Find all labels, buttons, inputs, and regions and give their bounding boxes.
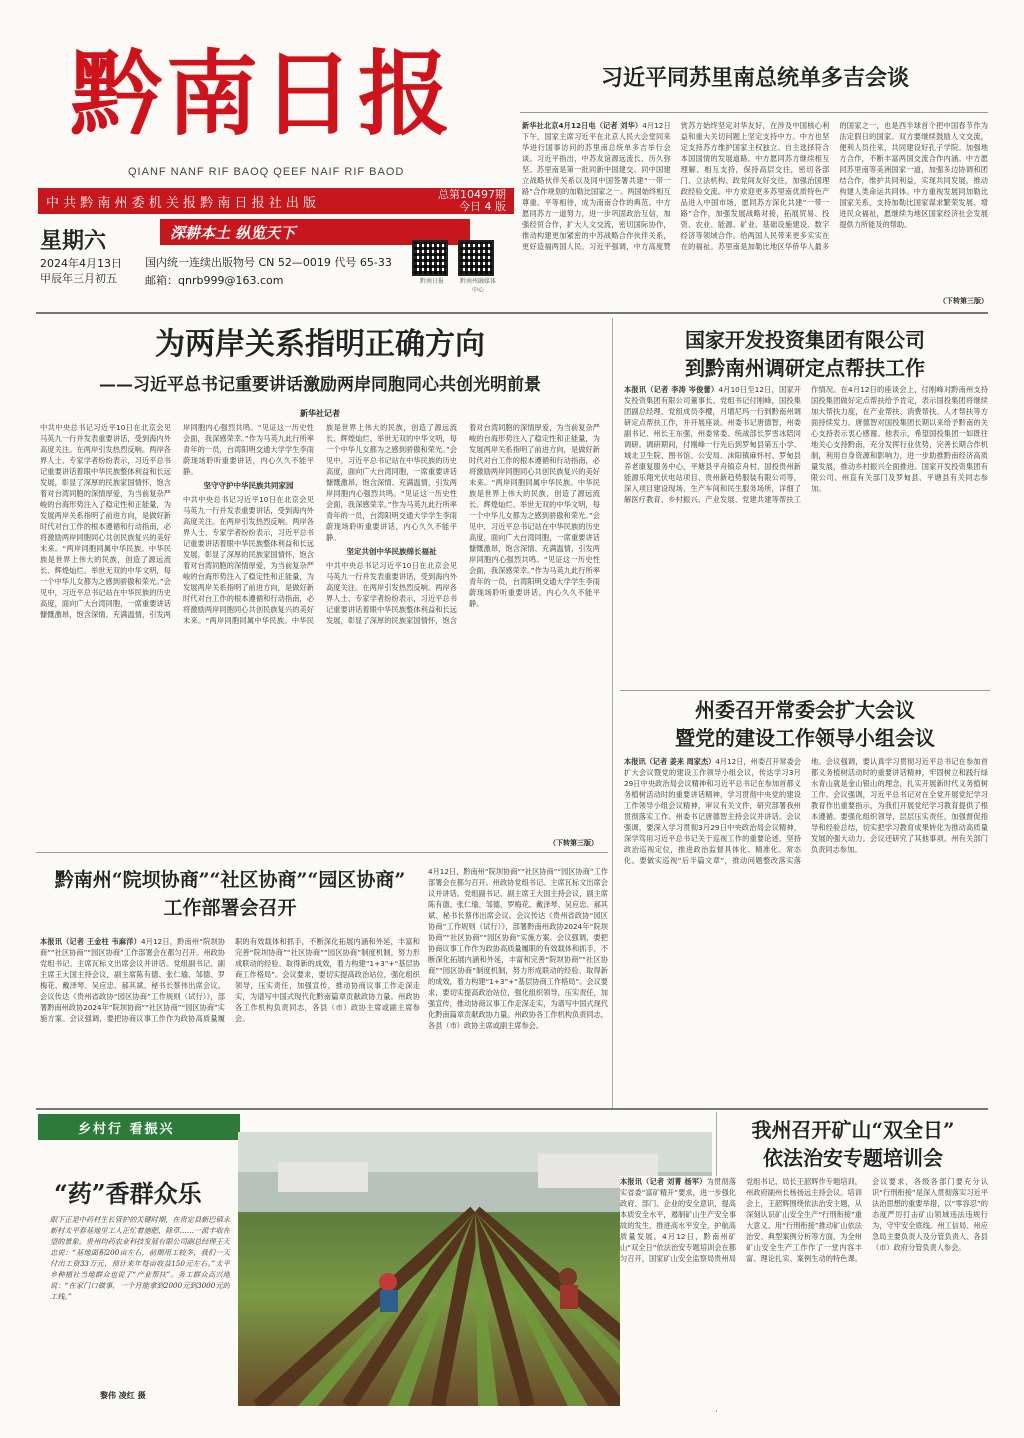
qr-icon bbox=[458, 240, 494, 276]
article-6-title-2: 依法治安专题培训会 bbox=[763, 1146, 943, 1170]
masthead-title: 黔南日报 bbox=[70, 40, 455, 148]
masthead-pinyin: QIANF NANF RIF BAOQ QEEF NAIF RIF BAOD bbox=[128, 166, 405, 178]
article-2-continue: （下转第三版） bbox=[549, 839, 598, 847]
article-2-section-2: 坚定共创中华民族绵长福祉 bbox=[346, 547, 437, 556]
qr-label-2: 黔南州融媒体中心 bbox=[459, 278, 496, 294]
article-4-text-cont: 4月12日，黔南州“院坝协商”“社区协商”“园区协商”工作部署会在都匀召开。州政协党组书记、主席瓦标文出席会议并讲话。党组副书记、副主席王大国主持会议，副主席陈有德、张仁瑜、邹德、罗梅花、戴泽琴、吴应忠、郝其斌、秘书长蔡伟出席会议。会议传达《贵州省政协“园区协商”工作规则（试行）》，部署黔南州政协2024年“院坝协商”“社区协商”“园区协商”实施方案。会议强调，要把协商议事工作作为政协高质量履职的有效载体和抓手，不断深化拓展内涵和外延，丰富和完善“院坝协商”“社区协商”“园区协商”制度机制，努力形成联动的经验、取得新的成效，着力构建“1+3”+“基层协商工作格局”。会议要求，要切实提高政治站位，强化组织领导，压实责任，加强宣传，推动协商议事工作走深走实，为谱写中国式现代化黔南篇章贡献政协力量。州政协各工作机构负责同志，各县（市）政协主席或副主席参会。 bbox=[428, 867, 608, 1030]
article-5-lead: 本报讯（记者 姜来 周家杰） bbox=[624, 757, 716, 766]
feature-credit: 黎伟 凌红 摄 bbox=[100, 1391, 146, 1400]
article-3-title bbox=[620, 326, 990, 382]
gregorian-date: 2024年4月13日 bbox=[40, 257, 122, 270]
article-4-title-2: 工作部署会召开 bbox=[163, 897, 297, 919]
section-divider bbox=[36, 1108, 988, 1110]
article-4-text: 4月12日，黔南州“院坝协商”“社区协商”“园区协商”工作部署会在都匀召开。州政协党组书记、主席瓦标文出席会议并讲话。党组副书记、副主席王大国主持会议，副主席陈有德、张仁瑜、邹德、罗梅花、戴泽琴、吴应忠、郝其斌、秘书长蔡伟出席会议。会议传达《贵州省政协“园区协商”工作规则（试行）》，部署黔南州政协2024年“院坝协商”“社区协商”“园区协商”实施方案。会议强调，要把协商议事工作作为政协高质量履职的有效载体和抓手，不断深化拓展内涵和外延，丰富和完善“院坝协商”“社区协商”“园区协商”制度机制，努力形成联动的经验、取得新的成效，着力构建“1+3”+“基层协商工作格局”。会议要求，要切实提高政治站位，强化组织领导，压实责任，加强宣传，推动协商议事工作走深走实，为谱写中国式现代化黔南篇章贡献政协力量。州政协各工作机构负责同志，各县（市）政协主席或副主席参会。 bbox=[40, 937, 420, 1023]
article-1-text: 4月12日下午，国家主席习近平在北京人民大会堂同来华进行国事访问的苏里南总统单多吉举行会谈。习近平指出，中苏友谊源远流长、历久弥坚。苏里南是第一批同新中国建交、同中国建立战略伙伴关系以及同中国签署共建“一带一路”合作规划的加勒比国家之一。两国始终相互尊重、平等相待，成为南南合作的典范。中方愿同苏方一道努力，进一步巩固政治互信，加强经贸合作，扩大人文交流，密切国际协作，推动构建更加紧密的中苏战略合作伙伴关系，更好造福两国人民。习近平强调，中方高度赞赏苏方始终坚定对华友好，在涉及中国核心利益和重大关切问题上坚定支持中方。中方也坚定支持苏方维护国家主权独立、自主选择符合本国国情的发展道路。中方愿同苏方继续相互理解、相互支持，保持高层交往，密切各部门、立法机构、政党间友好交往，加强治国理政经验交流。中方欢迎更多苏里南优质特色产品进入中国市场，愿同苏方深化共建“一带一路”合作，加强发展战略对接，拓展贸易、投资、农业、能源、矿业、基础设施建设、数字经济等领域合作。给两国人民带来更多实实在在的福祉。苏里南是加勒比地区华侨华人最多的国家之一，也是西半球首个把中国春节作为法定假日的国家。双方要继续鼓励人文交流，便利人员往来，共同建设好孔子学院。加强地方合作，不断丰富两国交流合作内涵。中方愿同苏里南等美洲国家一道，加强多边协调和团结合作，维护共同利益，实现共同发展，推动构建人类命运共同体。中方重视发展同加勒比国家关系，支持加勒比国家谋求繁荣发展、增进民众福祉，愿继续为地区国家经济社会发展提供力所能及的帮助。 bbox=[522, 121, 988, 251]
article-2-subtitle: ——习近平总书记重要讲话激励两岸同胞同心共创光明前景 bbox=[99, 375, 541, 395]
divider bbox=[520, 112, 988, 113]
weekday: 星期六 bbox=[40, 229, 107, 254]
qr-code-1[interactable] bbox=[412, 240, 452, 285]
article-1-lead: 新华社北京4月12日电（记者 刘华） bbox=[522, 121, 643, 130]
article-5-title-2: 暨党的建设工作领导小组会议 bbox=[675, 726, 935, 750]
page-count: 今日 4 版 bbox=[459, 200, 506, 213]
date-block bbox=[40, 256, 122, 286]
feature-title: “药”香群众乐 bbox=[54, 1179, 202, 1208]
article-3-body bbox=[624, 384, 988, 684]
divider bbox=[620, 690, 990, 691]
article-3-title-1: 国家开发投资集团有限公司 bbox=[685, 328, 925, 352]
article-1-title: 习近平同苏里南总统单多吉会谈 bbox=[600, 65, 909, 91]
article-4-body-right bbox=[428, 866, 608, 1098]
article-3-text: 4月10日至12日，国家开发投资集团有限公司董事长、党组书记付刚峰，国投集团副总经理、党组成员李樱，月增尼玛一行到黔南州调研定点帮扶工作，并开展座谈。州委书记唐德智，州委副书记、州长王东强，州委常委、统战部长罗雪冰陪同调研。调研期间，付刚峰一行先后到罗甸县第五小学、城北卫生院、图书馆、公安局、沫阳镇麻怀村、罗甸县养老康复服务中心，平塘县平舟镇京舟村、国投贵州新能源乐翔光伏电站项目、贵州新趋势服装有限公司等，深入项目建设现场、生产车间和民生服务场所，详细了解医疗教育、乡村振兴、产业发展、党建共建等帮扶工作情况。在4月12日的座谈会上，付刚峰对黔南州支持国投集团做好定点帮扶给予肯定，表示国投集团将继续加大帮扶力度，在产业帮扶、消费帮扶、人才帮扶等方面持续发力。唐德智对国投集团长期以来给予黔南的关心支持表示衷心感谢。他表示，希望国投集团一如既往地关心支持黔南，充分发挥行业优势，完善长期合作机制，利用自身资源和影响力，进一步助推黔南经济高质量发展，推动乡村振兴全面推进。国家开发投资集团有限公司、州直有关部门及罗甸县、平塘县有关同志参加。 bbox=[624, 385, 988, 504]
article-4-body-left bbox=[40, 936, 420, 1096]
article-4-title-1: 黔南州“院坝协商”“社区协商”“园区协商” bbox=[54, 869, 406, 891]
qr-code-2[interactable] bbox=[458, 240, 498, 294]
column-divider bbox=[612, 318, 613, 1110]
article-6-lead: 本报讯（记者 刘菁 杨军） bbox=[620, 1177, 707, 1186]
article-2-body bbox=[40, 422, 600, 826]
publication-meta bbox=[145, 254, 392, 290]
section-divider bbox=[36, 312, 988, 314]
article-6-text: 为贯彻落实省委“富矿精开”要求，进一步强化政府、部门、企业的安全意识，提高本质安全水平，遏制矿山生产安全事故的发生，推进高水平安全，护航高质量发展。4月12日，黔南州矿山“双全日”依法治安专题培训会在都匀召开，国家矿山安全监察局贵州局党组书记、局长王韶辉作专题培训，州政府副州长杨扬远主持会议。培训会上，王韶辉围绕依法治安主题，从深刻认识矿山安全生产“行刑衔接”重大意义、用“行刑衔接”推动矿山依法治安、典型案例分析等方面，为全州矿山安全生产工作作了一堂内容丰富、理论扎实、案例生动的特色课。会议要求，各级各部门要充分认识“行刑衔接”是深入贯彻落实习近平法治思想的重要举措，以“零容忍”的态度严厉打击矿山领域违法违规行为，守牢安全底线。州工信局、州应急局主要负责人及分管负责人、各县（市）政府分管负责人参会。 bbox=[620, 1177, 988, 1263]
feature-caption: 眼下正是中药材生长管护的关键时期，在贵定县新巴镇永新村太平春基地里工人正忙着施肥、除草……一派丰收在望的景象。贵州均药农业科技发展有限公司副总经理王天忠说：“基地面积200亩左右，前期用工较多，我们一天付出工资33万元，预计来年每亩收益150元左右。”太平乡种植社当地群众也说了“产业帮扶”。务工群众高兴地说：“在家门口做事，一个月能拿到2000元到3000元的工钱。” bbox=[50, 1215, 230, 1301]
article-2-title: 为两岸关系指明正确方向 bbox=[155, 327, 485, 362]
article-3-title-2: 到黔南州调研定点帮扶工作 bbox=[685, 356, 925, 380]
article-2-text-3: 中共中央总书记习近平10日在北京会见马英九一行并发表重要讲话，受到海内外高度关注。在两岸引发热烈反响。两岸各界人士、专家学者纷纷表示，习近平总书记重要讲话着眼中华民族整体利益和长远发展，彰显了深厚的民族家国情怀，饱含着对台湾同胞的深情厚爱，为当前复杂严峻的台海形势注入了稳定性和正能量，为发展两岸关系指明了前进方向，是做好新时代对台工作的根本遵循和行动指南，必将激励两岸同胞同心共创民族复兴的美好未来。“两岸同胞同属中华民族。中华民族是世界上伟大的民族，创造了源远流长、辉煌灿烂、举世无双的中华文明，每一个中华儿女都为之感到骄傲和荣光。”会见中，习近平总书记站在中华民族的历史高度，面向广大台湾同胞，一席重要讲话慷慨激昂，饱含深情、充满温情，引发两岸同胞内心强烈共鸣。“见证这一历史性会面，我深感荣幸。”作为马英九此行所率青年的一员，台湾阳明交通大学学生李雨蔚现场聆听重要讲话，内心久久不能平静。 bbox=[326, 423, 600, 625]
article-5-body bbox=[624, 756, 988, 1096]
qr-label-1: 黔南日报 bbox=[419, 278, 444, 285]
article-2-text-2: 中共中央总书记习近平10日在北京会见马英九一行并发表重要讲话，受到海内外高度关注。在两岸引发热烈反响。两岸各界人士、专家学者纷纷表示，习近平总书记重要讲话着眼中华民族整体利益和长远发展，彰显了深厚的民族家国情怀，饱含着对台湾同胞的深情厚爱，为当前复杂严峻的台海形势注入了稳定性和正能量，为发展两岸关系指明了前进方向，是做好新时代对台工作的根本遵循和行动指南，必将激励两岸同胞同心共创民族复兴的美好未来。“两岸同胞同属中华民族。中华民族是世界上伟大的民族，创造了源远流长、辉煌灿烂、举世无双的中华文明，每一个中华儿女都为之感到骄傲和荣光。”会见中，习近平总书记站在中华民族的历史高度，面向广大台湾同胞，一席重要讲话慷慨激昂，饱含深情、充满温情，引发两岸同胞内心强烈共鸣。“见证这一历史性会面，我深感荣幸。”作为马英九此行所率青年的一员，台湾阳明交通大学学生李雨蔚现场聆听重要讲话，内心久久不能平静。 bbox=[183, 423, 457, 625]
publisher-bar bbox=[38, 188, 514, 214]
article-1-continue: （下转第三版） bbox=[939, 297, 988, 305]
article-4-lead: 本报讯（记者 王金柱 韦麻洋） bbox=[40, 937, 141, 946]
issue-number: 总第10497期 bbox=[438, 188, 506, 201]
article-4-title bbox=[40, 866, 420, 922]
article-5-title-1: 州委召开常委会扩大会议 bbox=[695, 698, 915, 722]
article-3-lead: 本报讯（记者 李涛 岑俊蕾） bbox=[624, 385, 719, 394]
publisher-text: 中 共 黔 南 州 委 机 关 报 黔 南 日 报 社 出 版 bbox=[46, 195, 316, 211]
cn-number: 国内统一连续出版物号 CN 52—0019 代号 65-33 bbox=[145, 256, 392, 269]
article-2-lead: 新华社记者 bbox=[300, 409, 340, 418]
article-5-title bbox=[620, 696, 990, 752]
divider bbox=[36, 852, 608, 853]
feature-banner: 乡村行 看振兴 bbox=[38, 1114, 240, 1140]
article-6-body bbox=[620, 1176, 988, 1410]
lunar-date: 甲辰年三月初五 bbox=[40, 272, 117, 285]
article-6-title bbox=[716, 1116, 990, 1172]
email: 邮箱：qnrb999@163.com bbox=[145, 274, 284, 287]
qr-icon bbox=[412, 240, 448, 276]
article-2-section-1: 坚守守护中华民族共同家园 bbox=[203, 481, 294, 490]
article-1-body bbox=[522, 120, 988, 292]
article-2-text-1: 中共中央总书记习近平10日在北京会见马英九一行并发表重要讲话，受到海内外高度关注。在两岸引发热烈反响。两岸各界人士、专家学者纷纷表示，习近平总书记重要讲话着眼中华民族整体利益和长远发展，彰显了深厚的民族家国情怀，饱含着对台湾同胞的深情厚爱，为当前复杂严峻的台海形势注入了稳定性和正能量，为发展两岸关系指明了前进方向，是做好新时代对台工作的根本遵循和行动指南，必将激励两岸同胞同心共创民族复兴的美好未来。“两岸同胞同属中华民族。中华民族是世界上伟大的民族，创造了源远流长、辉煌灿烂、举世无双的中华文明，每一个中华儿女都为之感到骄傲和荣光。”会见中，习近平总书记站在中华民族的历史高度，面向广大台湾同胞，一席重要讲话慷慨激昂，饱含深情、充满温情，引发两岸同胞内心强烈共鸣。“见证这一历史性会面，我深感荣幸。”作为马英九此行所率青年的一员，台湾阳明交通大学学生李雨蔚现场聆听重要讲话，内心久久不能平静。 bbox=[40, 423, 314, 619]
article-6-title-1: 我州召开矿山“双全日” bbox=[751, 1118, 955, 1142]
article-5-text: 4月12日，州委召开常委会扩大会议暨党的建设工作领导小组会议，传达学习3月29日中央政治局会议精神和习近平总书记在参加首都义务植树活动时的重要讲话精神，学习贯彻中央党的建设工作领导小组会议精神，审议有关文件，研究部署我州贯彻落实工作。州委书记唐德智主持会议并讲话。会议强调，要深入学习贯彻3月29日中央政治局会议精神，深学笃用习近平总书记关于巡视工作的重要论述，坚持政治巡视定位，推进政治监督具体化、精准化、常态化。要做实巡视“后半篇文章”，推动问题整改落实落地。会议强调，要认真学习贯彻习近平总书记在参加首都义务植树活动时的重要讲话精神，牢固树立和践行绿水青山就是金山银山的理念，扎实开展新时代义务植树工作。会议强调，习近平总书记对在全党开展党纪学习教育作出重要指示，为我们开展党纪学习教育提供了根本遵循。要强化组织领导，层层压实责任，加强督促指导和经验总结，切实把学习教育成果转化为推动高质量发展的强大动力。会议还研究了其他事项。州有关部门负责同志参加。 bbox=[624, 757, 988, 865]
slogan: 深耕本土 纵览天下 bbox=[160, 219, 470, 245]
